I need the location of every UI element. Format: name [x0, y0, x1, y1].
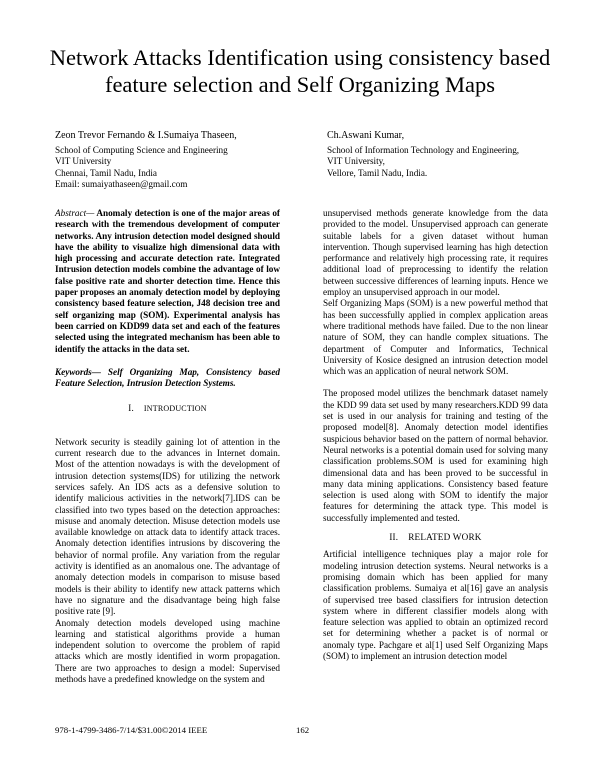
section-title: INTRODUCTION: [143, 404, 207, 414]
author-names: Zeon Trevor Fernando & I.Sumaiya Thaseen,: [55, 130, 237, 141]
abstract-lead: Abstract—: [55, 208, 95, 218]
left-column: [55, 208, 280, 685]
keywords: Keywords— Self Organizing Map, Consistency based Feature Selection, Intrusion Detection Systems.: [55, 366, 280, 389]
intro-paragraph-4: Self Organizing Maps (SOM) is a new powerful method that has been successfully applied in complex application areas where traditional methods have failed. Due to the non linear nature of SOM, they can handle complex situations. The department of Computer and Informatics, Technical University of Kosice designed an intrusion detection model which was an application of neural network SOM.: [323, 298, 548, 377]
intro-paragraph-2: Anomaly detection models developed using machine learning and statistical algorithms provide a human independent solution to overcome the problem of rapid attacks which are mostly identified in worm propagation. There are two approaches to design a model: Supervised methods have a predefined knowledge on the system and: [55, 617, 280, 684]
section-heading-introduction: [55, 403, 280, 414]
page-number: 162: [296, 725, 310, 735]
author-dept: School of Computing Science and Engineering: [55, 144, 228, 155]
abstract: [55, 208, 280, 355]
author-university: VIT University,: [327, 156, 385, 166]
footer-isbn: 978-1-4799-3486-7/14/$31.00©2014 IEEE: [55, 725, 208, 735]
right-column: [323, 208, 548, 662]
section-number: II.: [389, 532, 399, 543]
section-title: RELATED WORK: [408, 532, 482, 543]
intro-paragraph-1: Network security is steadily gaining lot of attention in the current research due to the advances in Internet domain. Most of the attention nowadays is with the development of intrusion detection systems(IDS) for utilizing the network services safely. An IDS acts as a defensive solution to identify malicious activities in the network[7].IDS can be classified into two types based on the detection approaches: misuse and anomaly detection. Misuse detection models use available knowledge on attack data to identify attack traces. Anomaly detection identifies intrusions by discovering the behavior of normal profile. Any variation from the regular activity is identified as an anomalous one. The advantage of anomaly detection models in comparison to misuse based models is their ability to identify new attack patterns which have no signature and the disadvantage being high false positive rate [9].: [55, 436, 280, 617]
author-city: Vellore, Tamil Nadu, India.: [327, 167, 428, 178]
intro-paragraph-5: The proposed model utilizes the benchmark dataset namely the KDD 99 data set used by many researchers.KDD 99 data set is used in our analysis for training and testing of the proposed model[8]. Anomaly detection model identifies suspicious behavior based on the pattern of normal behavior. Neural networks is a potential domain used for solving many classification problems.SOM is used for examining high dimensional data and has been proved to be successful in many data mining applications. Consistency based feature selection is used along with SOM to identify the major features for determining the attack type. This model is successfully implemented and tested.: [323, 388, 548, 523]
author-city: Chennai, Tamil Nadu, India: [55, 167, 158, 178]
author-dept: School of Information Technology and Engineering,: [327, 144, 520, 155]
author-block-left: [55, 130, 237, 191]
related-paragraph-1: Artificial intelligence techniques play a major role for modeling intrusion detection systems. Neural networks is a promising domain which has been applied for many classification problems. Sumaiya et al[16] gave an analysis of supervised tree based classifiers for intrusion detection system where in different classifier models along with feature selection was applied to obtain an optimized record set for determining whether a packet is of normal or anomaly type. Pachgare et al[1] used Self Organizing Maps (SOM) to implement an intrusion detection model: [323, 549, 548, 661]
author-university: VIT University: [55, 156, 112, 166]
intro-paragraph-3: unsupervised methods generate knowledge from the data provided to the model. Unsupervised approach can generate suitable labels for a given dataset without human intervention. Though supervised learning has high detection performance and relatively high processing rate, it requires additional load of preprocessing to identify the relation between successive differences of learning inputs. Hence we employ an unsupervised approach in our model.: [323, 208, 548, 298]
author-names: Ch.Aswani Kumar,: [327, 130, 405, 141]
abstract-text: Anomaly detection is one of the major areas of research with the tremendous development of computer networks. Any intrusion detection model designed should have the ability to visualize high dimensional data with high processing and accurate detection rate. Integrated Intrusion detection models combine the advantage of low false positive rate and shorter detection time. Hence this paper proposes an anomaly detection model by deploying consistency based feature selection, J48 decision tree and self organizing map (SOM). Experimental analysis has been carried on KDD99 data set and each of the features selected using the integrated mechanism has been able to identify the attacks in the data set.: [55, 208, 280, 354]
paper-title: Network Attacks Identification using consistency based feature selection and Self Organizing Maps: [49, 45, 551, 97]
author-email: Email: sumaiyathaseen@gmail.com: [55, 179, 188, 189]
section-heading-related-work: [323, 532, 548, 543]
author-block-right: [327, 130, 519, 179]
section-number: I.: [128, 403, 134, 414]
